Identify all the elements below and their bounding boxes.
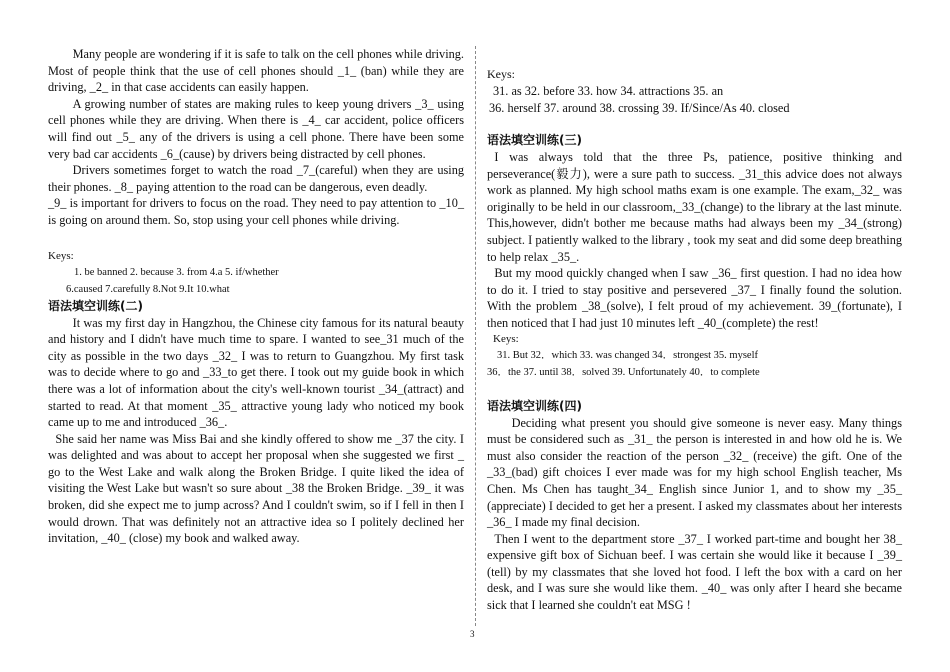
keys-2-line1: 31. as 32. before 33. how 34. attractions 35. an <box>493 84 724 98</box>
left-column <box>48 46 464 547</box>
passage3-paragraph2: But my mood quickly changed when I saw _36_ first question. I had no idea how to do it. I tried to stay positive and persevered _37_ I finally found the solution. With the problem _38_(solve), I felt proud of my achievement. 39_(fortunate), I then noticed that I had just 10 minutes left _40_(complete) the rest! <box>487 266 902 330</box>
keys-label-3: Keys: <box>493 332 519 345</box>
keys-1-line2: 6.caused 7.carefully 8.Not 9.It 10.what <box>66 283 230 295</box>
keys-label-1: Keys: <box>48 249 74 262</box>
passage2-paragraph2: She said her name was Miss Bai and she kindly offered to show me _37 the city. I was delighted and was about to accept her proposal when she suggested we first _ go to the West Lake and walk along the Broken Bridge. I quite liked the idea of visiting the West Lake but wasn't so sure about _38 the Broken Bridge. _39_ it was broken, did she expect me to jump across? And I couldn't swim, so if I fell in then I would drown. That was definitely not an attractive idea so I politely declined her invitation, _40_ (close) my book and walked away. <box>48 431 464 546</box>
keys-3-line1: 31. But 32．which 33. was changed 34．strongest 35. myself <box>497 349 759 361</box>
section-2-heading: 语法填空训练(二) <box>48 298 143 313</box>
keys-2-line2: 36. herself 37. around 38. crossing 39. If/Since/As 40. closed <box>489 101 790 115</box>
keys-3-line2: 36．the 37. until 38．solved 39. Unfortunately 40．to complete <box>487 366 760 378</box>
spacer <box>487 381 902 398</box>
section-4-heading: 语法填空训练(四) <box>487 398 582 413</box>
section-3-heading: 语法填空训练(三) <box>487 133 582 147</box>
passage2-paragraph1: It was my first day in Hangzhou, the Chinese city famous for its natural beauty and history and I didn't have much time to spare. I wanted to see_31 much of the city as possible in the two days _32_ I was to return to Guangzhou. My first task was to decide where to go and _33_to get there. I took out my guide book in which there was a lot of information about the city's well-known tourist _34_(attract) and started to read. At that moment _35_ attractive young lady who noticed my book came up to me and introduced _36_. <box>48 315 464 430</box>
keys-label-2: Keys: <box>487 67 515 81</box>
passage1-paragraph1: Many people are wondering if it is safe to talk on the cell phones while driving. Most of people think that the use of cell phones should _1_ (ban) while they are driving, _2_ in that case accidents can easily happen. <box>48 47 464 95</box>
column-divider <box>475 46 476 626</box>
passage4-paragraph2: Then I went to the department store _37_ I worked part-time and bought her 38_ expensive gift box of Sichuan beef. I was certain she would like it because I _39_ (tell) by my classmates that she loved hot food. I left the box with a card on her desk, and I was sure she would like them. _40_ was only after I heard she became sick that I learned she couldn't eat MSG ! <box>487 531 902 613</box>
passage3-paragraph1: I was always told that the three Ps, patience, positive thinking and perseverance(毅力), were a sure path to success. _31_this advice does not always work as planned. My high school maths exam is one example. The exam,_32_ was originally to be held in our classroom,_33_(change) to the library at the last minute. This,however, didn't bother me because maths had always been my _34_(strong) subject. I patiently walked to the library , took my seat and did some deep breathing to help relax _35_. <box>487 150 902 264</box>
passage1-paragraph4: _9_ is important for drivers to focus on the road. They need to pay attention to _10_ is going on around them. So, stop using your cell phones while driving. <box>48 196 464 227</box>
passage1-paragraph2: A growing number of states are making rules to keep young drivers _3_ using cell phones while they are driving. When there is _4_ car accident, police officers will find out _5_ any of the drivers is using a cell phone. There have been some very bad car accidents _6_(cause) by drivers being distracted by cell phones. <box>48 96 464 161</box>
spacer <box>487 117 902 132</box>
passage1-paragraph3: Drivers sometimes forget to watch the road _7_(careful) when they are using their phones. _8_ paying attention to the road can be dangerous, even deadly. <box>48 163 464 194</box>
passage4-paragraph1: Deciding what present you should give someone is never easy. Many things must be considered such as _31_ the person is interested in and how old he is. We must also consider the reaction of the person _32_ (receive) the gift. One of the _33_(bad) gift choices I ever made was for my high school English teacher, Ms Chen. Ms Chen has taught_34_ English since Junior 1, and to show my _35_ (appreciate) I decided to get her a present. I asked my classmates about her interests _36_ I made my final decision. <box>487 415 902 530</box>
keys-1-line1: 1. be banned 2. because 3. from 4.a 5. if/whether <box>74 266 279 278</box>
spacer <box>48 229 464 249</box>
right-column <box>487 46 902 614</box>
page-number: 3 <box>470 629 475 639</box>
